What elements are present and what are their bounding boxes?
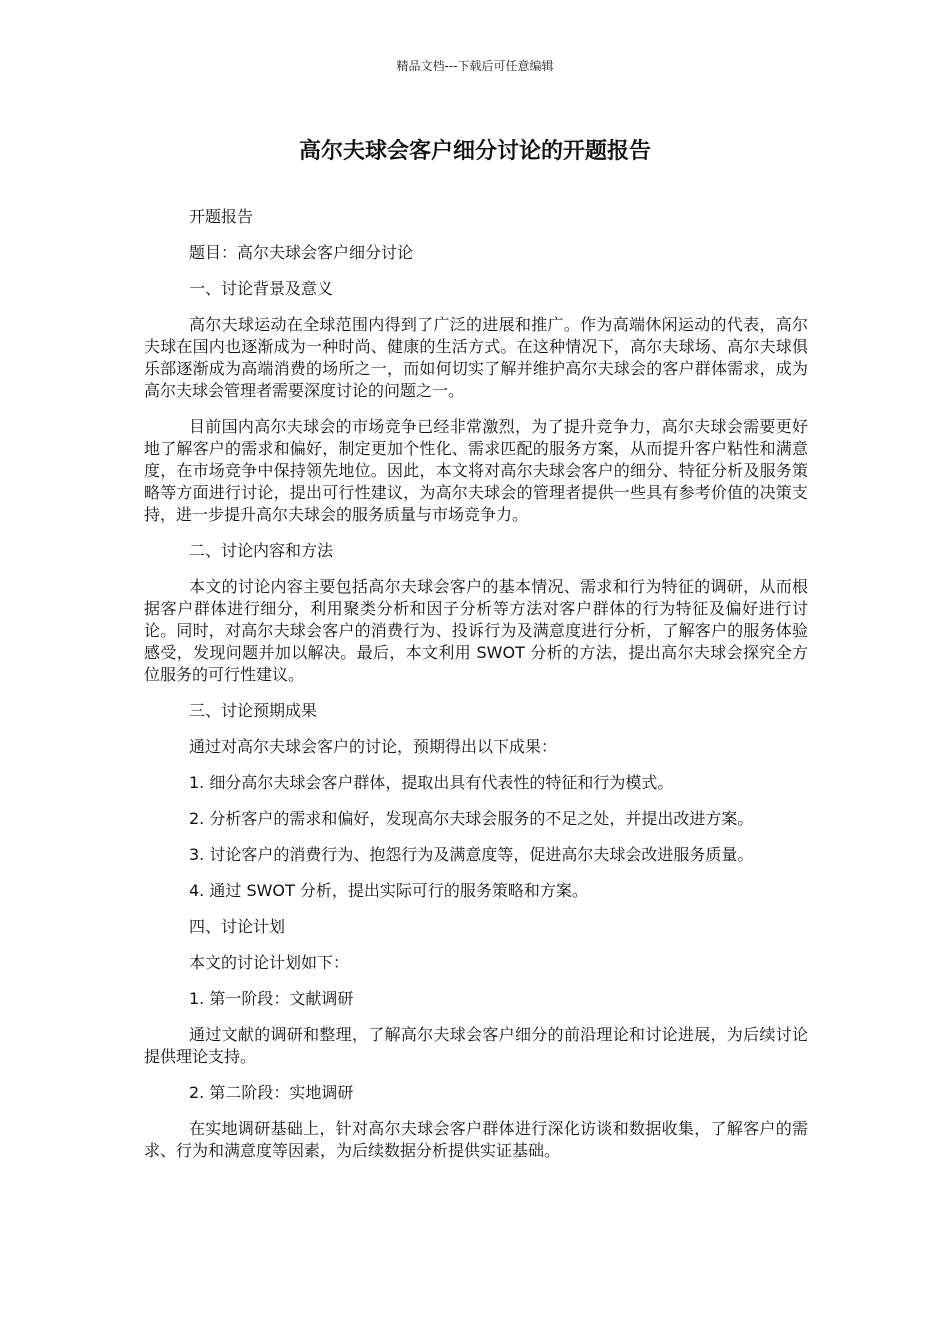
paragraph: 通过对高尔夫球会客户的讨论，预期得出以下成果： [189,737,558,756]
list-item: 1. 第一阶段：文献调研 [189,989,354,1008]
paragraph: 在实地调研基础上，针对高尔夫球会客户群体进行深化访谈和数据收集，了解客户的需求、行为和满意度等因素，为后续数据分析提供实证基础。 [144,1119,808,1160]
list-item: 2. 分析客户的需求和偏好，发现高尔夫球会服务的不足之处，并提出改进方案。 [189,809,754,828]
paragraph: 本文的讨论内容主要包括高尔夫球会客户的基本情况、需求和行为特征的调研，从而根据客户群体进行细分，利用聚类分析和因子分析等方法对客户群体的行为特征及偏好进行讨论。同时，对高尔夫球会客户的消费行为、投诉行为及满意度进行分析，了解客户的服务体验感受，发现问题并加以解决。最后，本文利用 SWOT 分析的方法，提出高尔夫球会探究全方位服务的可行性建议。 [144,577,808,684]
list-item: 4. 通过 SWOT 分析，提出实际可行的服务策略和方案。 [189,881,588,900]
paragraph-report-label: 开题报告 [189,207,254,226]
document-title: 高尔夫球会客户细分讨论的开题报告 [298,139,651,164]
page-header: 精品文档---下载后可任意编辑 [396,59,554,73]
paragraph: 高尔夫球运动在全球范围内得到了广泛的进展和推广。作为高端休闲运动的代表，高尔夫球在国内也逐渐成为一种时尚、健康的生活方式。在这种情况下，高尔夫球场、高尔夫球俱乐部逐渐成为高端消费的场所之一，而如何切实了解并维护高尔夫球会的客户群体需求，成为高尔夫球会管理者需要深度讨论的问题之一。 [144,315,808,400]
paragraph: 本文的讨论计划如下： [189,953,350,972]
paragraph-topic: 题目：高尔夫球会客户细分讨论 [189,243,414,262]
paragraph: 通过文献的调研和整理，了解高尔夫球会客户细分的前沿理论和讨论进展，为后续讨论提供理论支持。 [144,1025,808,1066]
section-heading-background: 一、讨论背景及意义 [189,279,334,298]
section-heading-expected-results: 三、讨论预期成果 [189,701,318,720]
list-item: 3. 讨论客户的消费行为、抱怨行为及满意度等，促进高尔夫球会改进服务质量。 [189,845,754,864]
list-item: 2. 第二阶段：实地调研 [189,1083,354,1102]
list-item: 1. 细分高尔夫球会客户群体，提取出具有代表性的特征和行为模式。 [189,773,674,792]
paragraph: 目前国内高尔夫球会的市场竞争已经非常激烈，为了提升竞争力，高尔夫球会需要更好地了解客户的需求和偏好，制定更加个性化、需求匹配的服务方案，从而提升客户粘性和满意度，在市场竞争中保持领先地位。因此，本文将对高尔夫球会客户的细分、特征分析及服务策略等方面进行讨论，提出可行性建议，为高尔夫球会的管理者提供一些具有参考价值的决策支持，进一步提升高尔夫球会的服务质量与市场竞争力。 [144,417,808,524]
section-heading-content-method: 二、讨论内容和方法 [189,541,334,560]
section-heading-plan: 四、讨论计划 [189,917,286,936]
document-body [144,206,808,1176]
